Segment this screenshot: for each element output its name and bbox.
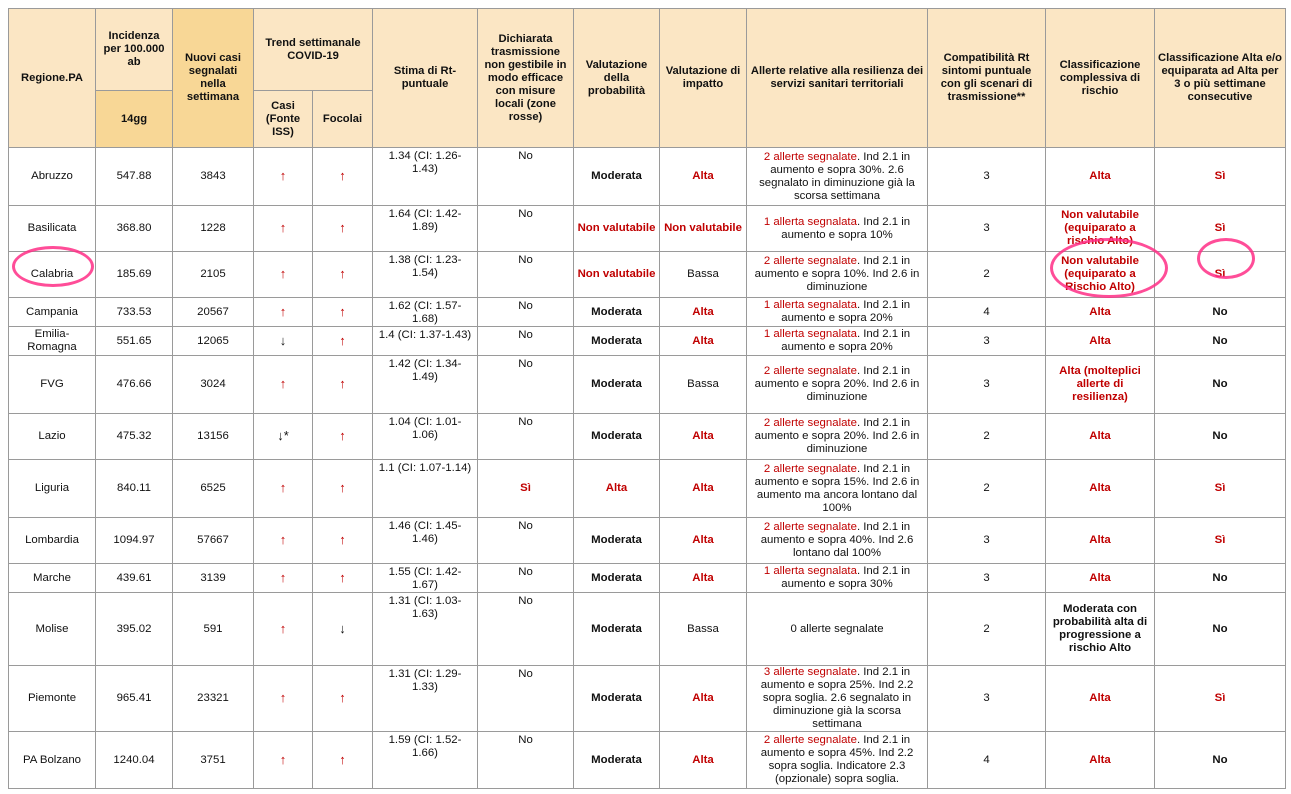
allerte-count: 2 allerte segnalate <box>763 462 857 475</box>
cell-alta3: Sì <box>1155 252 1286 298</box>
cell-rt: 1.62 (CI: 1.57-1.68) <box>373 298 478 327</box>
allerte-detail: . Ind 2.1 in aumento e sopra 20% <box>781 328 911 353</box>
cell-classificazione: Alta <box>1046 564 1155 593</box>
cell-trend-casi <box>254 593 313 666</box>
cell-compatibilita: 2 <box>928 593 1046 666</box>
cell-compatibilita: 3 <box>928 148 1046 206</box>
cell-classificazione: Alta <box>1046 666 1155 732</box>
cell-allerte <box>747 564 928 593</box>
header-nuovi-casi: Nuovi casi segnalati nella settimana <box>173 9 254 148</box>
cell-classificazione: Alta <box>1046 327 1155 356</box>
cell-trend-focolai <box>313 327 373 356</box>
cell-compatibilita: 3 <box>928 564 1046 593</box>
cell-allerte <box>747 206 928 252</box>
cell-nuovi-casi: 2105 <box>173 252 254 298</box>
cell-trend-focolai <box>313 518 373 564</box>
cell-compatibilita: 3 <box>928 518 1046 564</box>
cell-alta3: No <box>1155 356 1286 414</box>
cell-trend-casi <box>254 206 313 252</box>
arrow-up-icon: ↑ <box>279 620 287 636</box>
cell-allerte <box>747 327 928 356</box>
cell-classificazione: Alta <box>1046 460 1155 518</box>
cell-allerte <box>747 414 928 460</box>
cell-probabilita: Moderata <box>574 732 660 789</box>
cell-impatto: Alta <box>660 460 747 518</box>
cell-impatto: Bassa <box>660 356 747 414</box>
cell-rt: 1.46 (CI: 1.45-1.46) <box>373 518 478 564</box>
cell-incidenza: 1094.97 <box>96 518 173 564</box>
allerte-count: 3 allerte segnalate <box>763 666 857 678</box>
cell-trend-focolai <box>313 460 373 518</box>
allerte-count: 1 allerta segnalata <box>763 565 857 577</box>
allerte-detail: . Ind 2.1 in aumento e sopra 40%. Ind 2.6 lontano dal 100% <box>760 521 914 559</box>
allerte-count: 2 allerte segnalate <box>763 365 857 377</box>
cell-alta3: Sì <box>1155 148 1286 206</box>
cell-nuovi-casi: 12065 <box>173 327 254 356</box>
header-allerte: Allerte relative alla resilienza dei servizi sanitari territoriali <box>747 9 928 148</box>
cell-impatto: Alta <box>660 666 747 732</box>
cell-trend-focolai <box>313 252 373 298</box>
cell-trend-casi <box>254 298 313 327</box>
cell-regione: Liguria <box>9 460 96 518</box>
header-alta3: Classificazione Alta e/o equiparata ad Alta per 3 o più settimane consecutive <box>1155 9 1286 148</box>
header-trend: Trend settimanale COVID-19 <box>254 9 373 91</box>
cell-nuovi-casi: 23321 <box>173 666 254 732</box>
cell-probabilita: Moderata <box>574 148 660 206</box>
allerte-count: 1 allerta segnalata <box>763 299 857 311</box>
cell-alta3: Sì <box>1155 206 1286 252</box>
header-trend-casi: Casi (Fonte ISS) <box>254 91 313 148</box>
allerte-detail: . Ind 2.1 in aumento e sopra 45%. Ind 2.2 sopra soglia. Indicatore 2.3 (opzionale) sopra soglia. <box>760 734 914 785</box>
table-row <box>9 298 1286 327</box>
table-row <box>9 564 1286 593</box>
cell-regione: Piemonte <box>9 666 96 732</box>
table-row <box>9 732 1286 789</box>
cell-trend-focolai <box>313 564 373 593</box>
cell-trend-casi <box>254 518 313 564</box>
cell-nuovi-casi: 13156 <box>173 414 254 460</box>
cell-trend-focolai <box>313 298 373 327</box>
cell-probabilita: Moderata <box>574 593 660 666</box>
arrow-up-icon: ↑ <box>279 376 287 391</box>
cell-rt: 1.1 (CI: 1.07-1.14) <box>373 460 478 518</box>
allerte-count: 2 allerte segnalate <box>763 150 857 163</box>
arrow-up-icon: ↑ <box>339 751 346 767</box>
cell-alta3: Sì <box>1155 460 1286 518</box>
cell-nuovi-casi: 3024 <box>173 356 254 414</box>
table-row <box>9 414 1286 460</box>
cell-compatibilita: 2 <box>928 460 1046 518</box>
cell-nuovi-casi: 591 <box>173 593 254 666</box>
cell-incidenza: 733.53 <box>96 298 173 327</box>
cell-regione: Emilia-Romagna <box>9 327 96 356</box>
cell-rt: 1.42 (CI: 1.34-1.49) <box>373 356 478 414</box>
cell-allerte <box>747 356 928 414</box>
cell-rt: 1.31 (CI: 1.29-1.33) <box>373 666 478 732</box>
cell-probabilita: Moderata <box>574 666 660 732</box>
table-row <box>9 356 1286 414</box>
cell-impatto: Alta <box>660 414 747 460</box>
cell-impatto: Bassa <box>660 252 747 298</box>
cell-incidenza: 395.02 <box>96 593 173 666</box>
cell-nuovi-casi: 57667 <box>173 518 254 564</box>
cell-dichiarata: No <box>478 148 574 206</box>
arrow-up-icon: ↑ <box>279 532 287 547</box>
allerte-count: 2 allerte segnalate <box>763 521 857 533</box>
cell-allerte <box>747 732 928 789</box>
cell-dichiarata: No <box>478 414 574 460</box>
arrow-up-icon: ↑ <box>339 303 346 319</box>
cell-rt: 1.55 (CI: 1.42-1.67) <box>373 564 478 593</box>
cell-trend-casi <box>254 148 313 206</box>
arrow-up-icon: ↑ <box>339 428 346 443</box>
cell-nuovi-casi: 3751 <box>173 732 254 789</box>
cell-alta3: No <box>1155 564 1286 593</box>
cell-impatto: Alta <box>660 564 747 593</box>
cell-classificazione: Alta <box>1046 298 1155 327</box>
cell-trend-focolai <box>313 414 373 460</box>
arrow-up-icon: ↑ <box>279 303 287 319</box>
allerte-count: 2 allerte segnalate <box>763 255 857 267</box>
header-dichiarata: Dichiarata trasmissione non gestibile in modo efficace con misure locali (zone rosse) <box>478 9 574 148</box>
allerte-detail: . Ind 2.1 in aumento e sopra 20%. Ind 2.6 in diminuzione <box>754 365 920 403</box>
cell-dichiarata: No <box>478 666 574 732</box>
cell-allerte <box>747 252 928 298</box>
header-incidenza: Incidenza per 100.000 ab <box>96 9 173 91</box>
allerte-detail: . Ind 2.1 in aumento e sopra 30% <box>781 565 911 590</box>
allerte-detail: . Ind 2.1 in aumento e sopra 25%. Ind 2.2 sopra soglia. 2.6 segnalato in diminuzione già la scorsa settimana <box>760 666 914 730</box>
cell-incidenza: 551.65 <box>96 327 173 356</box>
table-row <box>9 666 1286 732</box>
table-row <box>9 252 1286 298</box>
header-regione: Regione.PA <box>9 9 96 148</box>
cell-dichiarata: No <box>478 732 574 789</box>
arrow-up-icon: ↑ <box>339 480 346 495</box>
cell-allerte <box>747 460 928 518</box>
allerte-detail: . Ind 2.1 in aumento e sopra 20%. Ind 2.6 in diminuzione <box>754 417 920 455</box>
cell-trend-casi <box>254 732 313 789</box>
arrow-up-icon: ↑ <box>279 220 287 235</box>
cell-trend-casi <box>254 327 313 356</box>
arrow-up-icon: ↑ <box>339 168 346 183</box>
cell-probabilita: Moderata <box>574 518 660 564</box>
risk-table <box>8 8 1286 789</box>
cell-probabilita: Non valutabile <box>574 252 660 298</box>
cell-trend-focolai <box>313 732 373 789</box>
cell-regione: Lazio <box>9 414 96 460</box>
cell-probabilita: Non valutabile <box>574 206 660 252</box>
header-trend-focolai: Focolai <box>313 91 373 148</box>
cell-incidenza: 547.88 <box>96 148 173 206</box>
arrow-up-icon: ↑ <box>339 266 346 281</box>
cell-regione: Basilicata <box>9 206 96 252</box>
cell-trend-casi <box>254 564 313 593</box>
allerte-detail: . Ind 2.1 in aumento e sopra 15%. Ind 2.6 in aumento ma ancora lontano dal 100% <box>754 462 920 514</box>
arrow-down-icon: ↓ <box>279 332 287 348</box>
cell-rt: 1.04 (CI: 1.01-1.06) <box>373 414 478 460</box>
arrow-up-icon: ↑ <box>279 690 287 705</box>
cell-impatto: Alta <box>660 327 747 356</box>
cell-trend-casi <box>254 252 313 298</box>
cell-compatibilita: 4 <box>928 298 1046 327</box>
table-row <box>9 148 1286 206</box>
allerte-count: 1 allerta segnalata <box>763 328 857 340</box>
cell-classificazione: Non valutabile (equiparato a rischio Alto) <box>1046 206 1155 252</box>
cell-compatibilita: 3 <box>928 356 1046 414</box>
cell-impatto: Alta <box>660 732 747 789</box>
arrow-down-icon: ↓ <box>339 620 346 636</box>
cell-trend-casi <box>254 460 313 518</box>
cell-nuovi-casi: 1228 <box>173 206 254 252</box>
cell-classificazione: Alta <box>1046 518 1155 564</box>
cell-incidenza: 965.41 <box>96 666 173 732</box>
cell-alta3: No <box>1155 414 1286 460</box>
header-rt: Stima di Rt-puntuale <box>373 9 478 148</box>
cell-compatibilita: 2 <box>928 414 1046 460</box>
cell-regione: Marche <box>9 564 96 593</box>
cell-alta3: Sì <box>1155 666 1286 732</box>
cell-probabilita: Moderata <box>574 356 660 414</box>
cell-trend-focolai <box>313 148 373 206</box>
cell-classificazione: Alta (molteplici allerte di resilienza) <box>1046 356 1155 414</box>
cell-alta3: No <box>1155 593 1286 666</box>
cell-dichiarata: No <box>478 206 574 252</box>
table-row <box>9 206 1286 252</box>
cell-dichiarata: No <box>478 564 574 593</box>
table-row <box>9 593 1286 666</box>
arrow-down-icon: ↓* <box>277 428 289 443</box>
cell-trend-focolai <box>313 356 373 414</box>
cell-classificazione: Non valutabile (equiparato a Rischio Alto) <box>1046 252 1155 298</box>
cell-classificazione: Alta <box>1046 148 1155 206</box>
cell-classificazione: Alta <box>1046 732 1155 789</box>
cell-allerte <box>747 593 928 666</box>
cell-allerte <box>747 298 928 327</box>
header-compatibilita: Compatibilità Rt sintomi puntuale con gli scenari di trasmissione** <box>928 9 1046 148</box>
cell-trend-focolai <box>313 593 373 666</box>
allerte-detail: . Ind 2.1 in aumento e sopra 20% <box>781 299 911 324</box>
cell-incidenza: 185.69 <box>96 252 173 298</box>
cell-rt: 1.4 (CI: 1.37-1.43) <box>373 327 478 356</box>
cell-classificazione: Alta <box>1046 414 1155 460</box>
cell-dichiarata: No <box>478 298 574 327</box>
cell-regione: Calabria <box>9 252 96 298</box>
allerte-detail: . Ind 2.1 in aumento e sopra 30%. 2.6 segnalato in diminuzione già la scorsa settimana <box>759 150 915 202</box>
table-row <box>9 327 1286 356</box>
cell-regione: PA Bolzano <box>9 732 96 789</box>
cell-rt: 1.34 (CI: 1.26-1.43) <box>373 148 478 206</box>
cell-trend-casi <box>254 414 313 460</box>
header-impatto: Valutazione di impatto <box>660 9 747 148</box>
cell-regione: Lombardia <box>9 518 96 564</box>
cell-incidenza: 840.11 <box>96 460 173 518</box>
cell-trend-focolai <box>313 206 373 252</box>
cell-regione: FVG <box>9 356 96 414</box>
allerte-count: 1 allerta segnalata <box>763 215 857 228</box>
arrow-up-icon: ↑ <box>339 532 346 547</box>
allerte-count: 2 allerte segnalate <box>763 734 857 746</box>
allerte-detail: . Ind 2.1 in aumento e sopra 10% <box>781 215 911 241</box>
cell-regione: Campania <box>9 298 96 327</box>
cell-nuovi-casi: 6525 <box>173 460 254 518</box>
arrow-up-icon: ↑ <box>339 690 346 705</box>
allerte-detail: . Ind 2.1 in aumento e sopra 10%. Ind 2.6 in diminuzione <box>754 255 920 293</box>
cell-trend-casi <box>254 356 313 414</box>
cell-incidenza: 368.80 <box>96 206 173 252</box>
cell-compatibilita: 3 <box>928 206 1046 252</box>
arrow-up-icon: ↑ <box>279 168 287 183</box>
cell-impatto: Alta <box>660 298 747 327</box>
cell-nuovi-casi: 20567 <box>173 298 254 327</box>
arrow-up-icon: ↑ <box>279 569 287 585</box>
cell-compatibilita: 4 <box>928 732 1046 789</box>
cell-incidenza: 476.66 <box>96 356 173 414</box>
cell-probabilita: Alta <box>574 460 660 518</box>
cell-incidenza: 439.61 <box>96 564 173 593</box>
cell-allerte <box>747 148 928 206</box>
cell-regione: Abruzzo <box>9 148 96 206</box>
cell-dichiarata: No <box>478 327 574 356</box>
header-probabilita: Valutazione della probabilità <box>574 9 660 148</box>
allerte-count: 2 allerte segnalate <box>763 417 857 429</box>
table-row <box>9 518 1286 564</box>
cell-dichiarata: No <box>478 518 574 564</box>
cell-incidenza: 1240.04 <box>96 732 173 789</box>
cell-allerte <box>747 518 928 564</box>
cell-allerte <box>747 666 928 732</box>
cell-rt: 1.38 (CI: 1.23-1.54) <box>373 252 478 298</box>
cell-rt: 1.64 (CI: 1.42-1.89) <box>373 206 478 252</box>
cell-incidenza: 475.32 <box>96 414 173 460</box>
cell-alta3: No <box>1155 327 1286 356</box>
arrow-up-icon: ↑ <box>279 266 287 281</box>
cell-regione: Molise <box>9 593 96 666</box>
arrow-up-icon: ↑ <box>279 480 287 495</box>
cell-nuovi-casi: 3139 <box>173 564 254 593</box>
cell-alta3: No <box>1155 298 1286 327</box>
cell-trend-focolai <box>313 666 373 732</box>
allerte-detail: 0 allerte segnalate <box>790 622 884 635</box>
arrow-up-icon: ↑ <box>339 332 346 348</box>
cell-compatibilita: 3 <box>928 327 1046 356</box>
cell-alta3: No <box>1155 732 1286 789</box>
cell-probabilita: Moderata <box>574 564 660 593</box>
cell-rt: 1.31 (CI: 1.03-1.63) <box>373 593 478 666</box>
header-incidenza-14gg: 14gg <box>96 91 173 148</box>
cell-probabilita: Moderata <box>574 414 660 460</box>
cell-classificazione: Moderata con probabilità alta di progressione a rischio Alto <box>1046 593 1155 666</box>
cell-trend-casi <box>254 666 313 732</box>
cell-probabilita: Moderata <box>574 298 660 327</box>
cell-rt: 1.59 (CI: 1.52-1.66) <box>373 732 478 789</box>
cell-impatto: Bassa <box>660 593 747 666</box>
table-row <box>9 460 1286 518</box>
cell-compatibilita: 2 <box>928 252 1046 298</box>
cell-impatto: Alta <box>660 518 747 564</box>
arrow-up-icon: ↑ <box>339 376 346 391</box>
cell-dichiarata: Sì <box>478 460 574 518</box>
arrow-up-icon: ↑ <box>279 751 287 767</box>
cell-dichiarata: No <box>478 356 574 414</box>
cell-impatto: Non valutabile <box>660 206 747 252</box>
arrow-up-icon: ↑ <box>339 220 346 235</box>
cell-dichiarata: No <box>478 252 574 298</box>
cell-compatibilita: 3 <box>928 666 1046 732</box>
cell-dichiarata: No <box>478 593 574 666</box>
cell-alta3: Sì <box>1155 518 1286 564</box>
cell-impatto: Alta <box>660 148 747 206</box>
cell-nuovi-casi: 3843 <box>173 148 254 206</box>
arrow-up-icon: ↑ <box>339 569 346 585</box>
header-classificazione: Classificazione complessiva di rischio <box>1046 9 1155 148</box>
cell-probabilita: Moderata <box>574 327 660 356</box>
